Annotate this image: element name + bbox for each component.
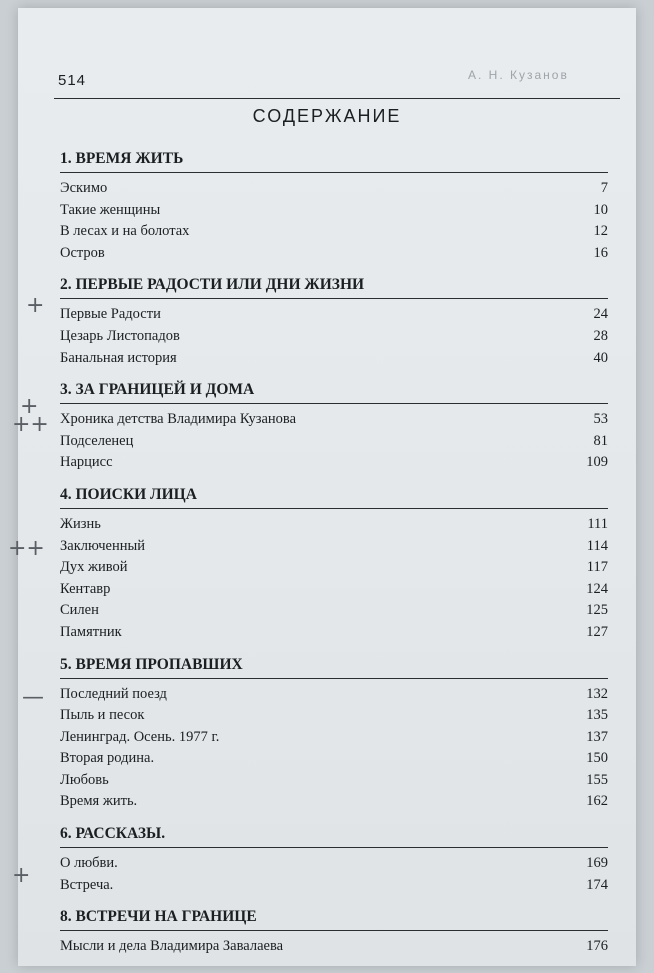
entry-title: Последний поезд bbox=[60, 685, 167, 702]
entry-title: Заключенный bbox=[60, 537, 146, 554]
entry-title: Нарцисс bbox=[60, 454, 113, 471]
entry-page: 81 bbox=[593, 432, 608, 449]
entry-title: Встреча. bbox=[60, 876, 114, 893]
handwritten-mark: ++ bbox=[12, 412, 49, 437]
toc-entry bbox=[60, 684, 608, 706]
entry-title: Кентавр bbox=[60, 580, 111, 597]
toc-entry bbox=[60, 200, 608, 222]
entry-title: Банальная история bbox=[60, 349, 177, 366]
toc-entry bbox=[60, 452, 608, 474]
handwritten-mark: + bbox=[26, 293, 45, 318]
entry-title: Жизнь bbox=[60, 515, 101, 532]
entry-page: 7 bbox=[600, 180, 608, 196]
toc-section bbox=[60, 654, 608, 814]
toc-entry bbox=[60, 579, 608, 601]
entry-page: 10 bbox=[593, 201, 608, 218]
running-head: А. Н. Кузанов bbox=[468, 68, 569, 82]
entry-page: 111 bbox=[587, 515, 608, 532]
toc-entry bbox=[60, 178, 608, 200]
entry-title: Время жить. bbox=[60, 793, 138, 810]
toc-title: СОДЕРЖАНИЕ bbox=[252, 106, 402, 126]
entry-page: 28 bbox=[593, 327, 608, 344]
entry-page: 132 bbox=[586, 685, 608, 702]
entry-page: 40 bbox=[593, 349, 608, 366]
toc-entry bbox=[60, 705, 608, 727]
entry-page: 150 bbox=[586, 750, 608, 767]
entry-page: 24 bbox=[593, 306, 608, 323]
section-heading: 1. ВРЕМЯ ЖИТЬ bbox=[60, 148, 608, 173]
toc-entry bbox=[60, 243, 608, 265]
entry-title: Любовь bbox=[60, 771, 109, 788]
toc-entry bbox=[60, 791, 608, 813]
entry-title: Ленинград. Осень. 1977 г. bbox=[60, 728, 220, 745]
entry-page: 137 bbox=[586, 728, 608, 745]
entry-title: Подселенец bbox=[60, 432, 134, 449]
entry-title: Силен bbox=[60, 602, 99, 619]
entry-page: 162 bbox=[586, 793, 608, 810]
toc-entry bbox=[60, 600, 608, 622]
section-heading: 8. ВСТРЕЧИ НА ГРАНИЦЕ bbox=[60, 906, 608, 931]
entry-title: Вторая родина. bbox=[60, 750, 155, 767]
entry-page: 12 bbox=[593, 223, 608, 240]
toc-entry bbox=[60, 622, 608, 644]
entry-page: 124 bbox=[586, 580, 608, 597]
toc-entry bbox=[60, 304, 608, 326]
toc-entry bbox=[60, 853, 608, 875]
toc-section bbox=[60, 484, 608, 644]
section-heading: 5. ВРЕМЯ ПРОПАВШИХ bbox=[60, 654, 608, 679]
entry-page: 176 bbox=[586, 938, 608, 955]
page-number: 514 bbox=[58, 72, 87, 89]
entry-title: Цезарь Листопадов bbox=[60, 327, 180, 344]
entry-title: О любви. bbox=[60, 855, 118, 872]
entry-title: В лесах и на болотах bbox=[60, 223, 190, 240]
section-heading: 2. ПЕРВЫЕ РАДОСТИ ИЛИ ДНИ ЖИЗНИ bbox=[60, 274, 608, 299]
entry-title: Первые Радости bbox=[60, 306, 161, 323]
toc-entry bbox=[60, 770, 608, 792]
entry-title: Пыль и песок bbox=[60, 707, 145, 724]
handwritten-mark: + bbox=[12, 863, 31, 888]
toc-entry bbox=[60, 557, 608, 579]
entry-page: 169 bbox=[586, 855, 608, 872]
entry-title: Дух живой bbox=[60, 559, 128, 576]
toc-section bbox=[60, 379, 608, 474]
entry-page: 135 bbox=[586, 707, 608, 724]
handwritten-mark: ++ bbox=[8, 536, 45, 561]
toc-entry bbox=[60, 221, 608, 243]
toc-entry bbox=[60, 514, 608, 536]
toc-entry bbox=[60, 326, 608, 348]
entry-page: 155 bbox=[586, 771, 608, 788]
table-of-contents bbox=[60, 148, 608, 968]
toc-entry bbox=[60, 348, 608, 370]
handwritten-mark: — bbox=[22, 685, 44, 710]
toc-entry bbox=[60, 727, 608, 749]
entry-page: 109 bbox=[586, 454, 608, 471]
section-heading: 4. ПОИСКИ ЛИЦА bbox=[60, 484, 608, 509]
header-rule bbox=[54, 98, 620, 99]
entry-title: Такие женщины bbox=[60, 201, 161, 218]
entry-page: 16 bbox=[593, 244, 608, 261]
entry-page: 114 bbox=[586, 537, 608, 554]
toc-entry bbox=[60, 748, 608, 770]
entry-title: Мысли и дела Владимира Завалаева bbox=[60, 938, 284, 955]
toc-entry bbox=[60, 409, 608, 431]
section-heading: 6. РАССКАЗЫ. bbox=[60, 823, 608, 848]
book-page bbox=[8, 8, 636, 966]
entry-page: 174 bbox=[586, 876, 608, 893]
entry-page: 53 bbox=[593, 411, 608, 428]
toc-section bbox=[60, 148, 608, 264]
entry-title: Памятник bbox=[60, 623, 122, 640]
entry-page: 125 bbox=[586, 602, 608, 619]
toc-entry bbox=[60, 936, 608, 958]
toc-entry bbox=[60, 536, 608, 558]
section-heading: 3. ЗА ГРАНИЦЕЙ И ДОМА bbox=[60, 379, 608, 404]
toc-section bbox=[60, 906, 608, 958]
toc-entry bbox=[60, 431, 608, 453]
toc-section bbox=[60, 274, 608, 369]
entry-title: Остров bbox=[60, 244, 105, 261]
handwritten-mark: + bbox=[20, 394, 39, 419]
entry-page: 127 bbox=[586, 623, 608, 640]
entry-page: 117 bbox=[586, 559, 608, 576]
entry-title: Хроника детства Владимира Кузанова bbox=[60, 411, 297, 428]
toc-section bbox=[60, 823, 608, 896]
toc-entry bbox=[60, 875, 608, 897]
entry-title: Эскимо bbox=[60, 180, 108, 196]
